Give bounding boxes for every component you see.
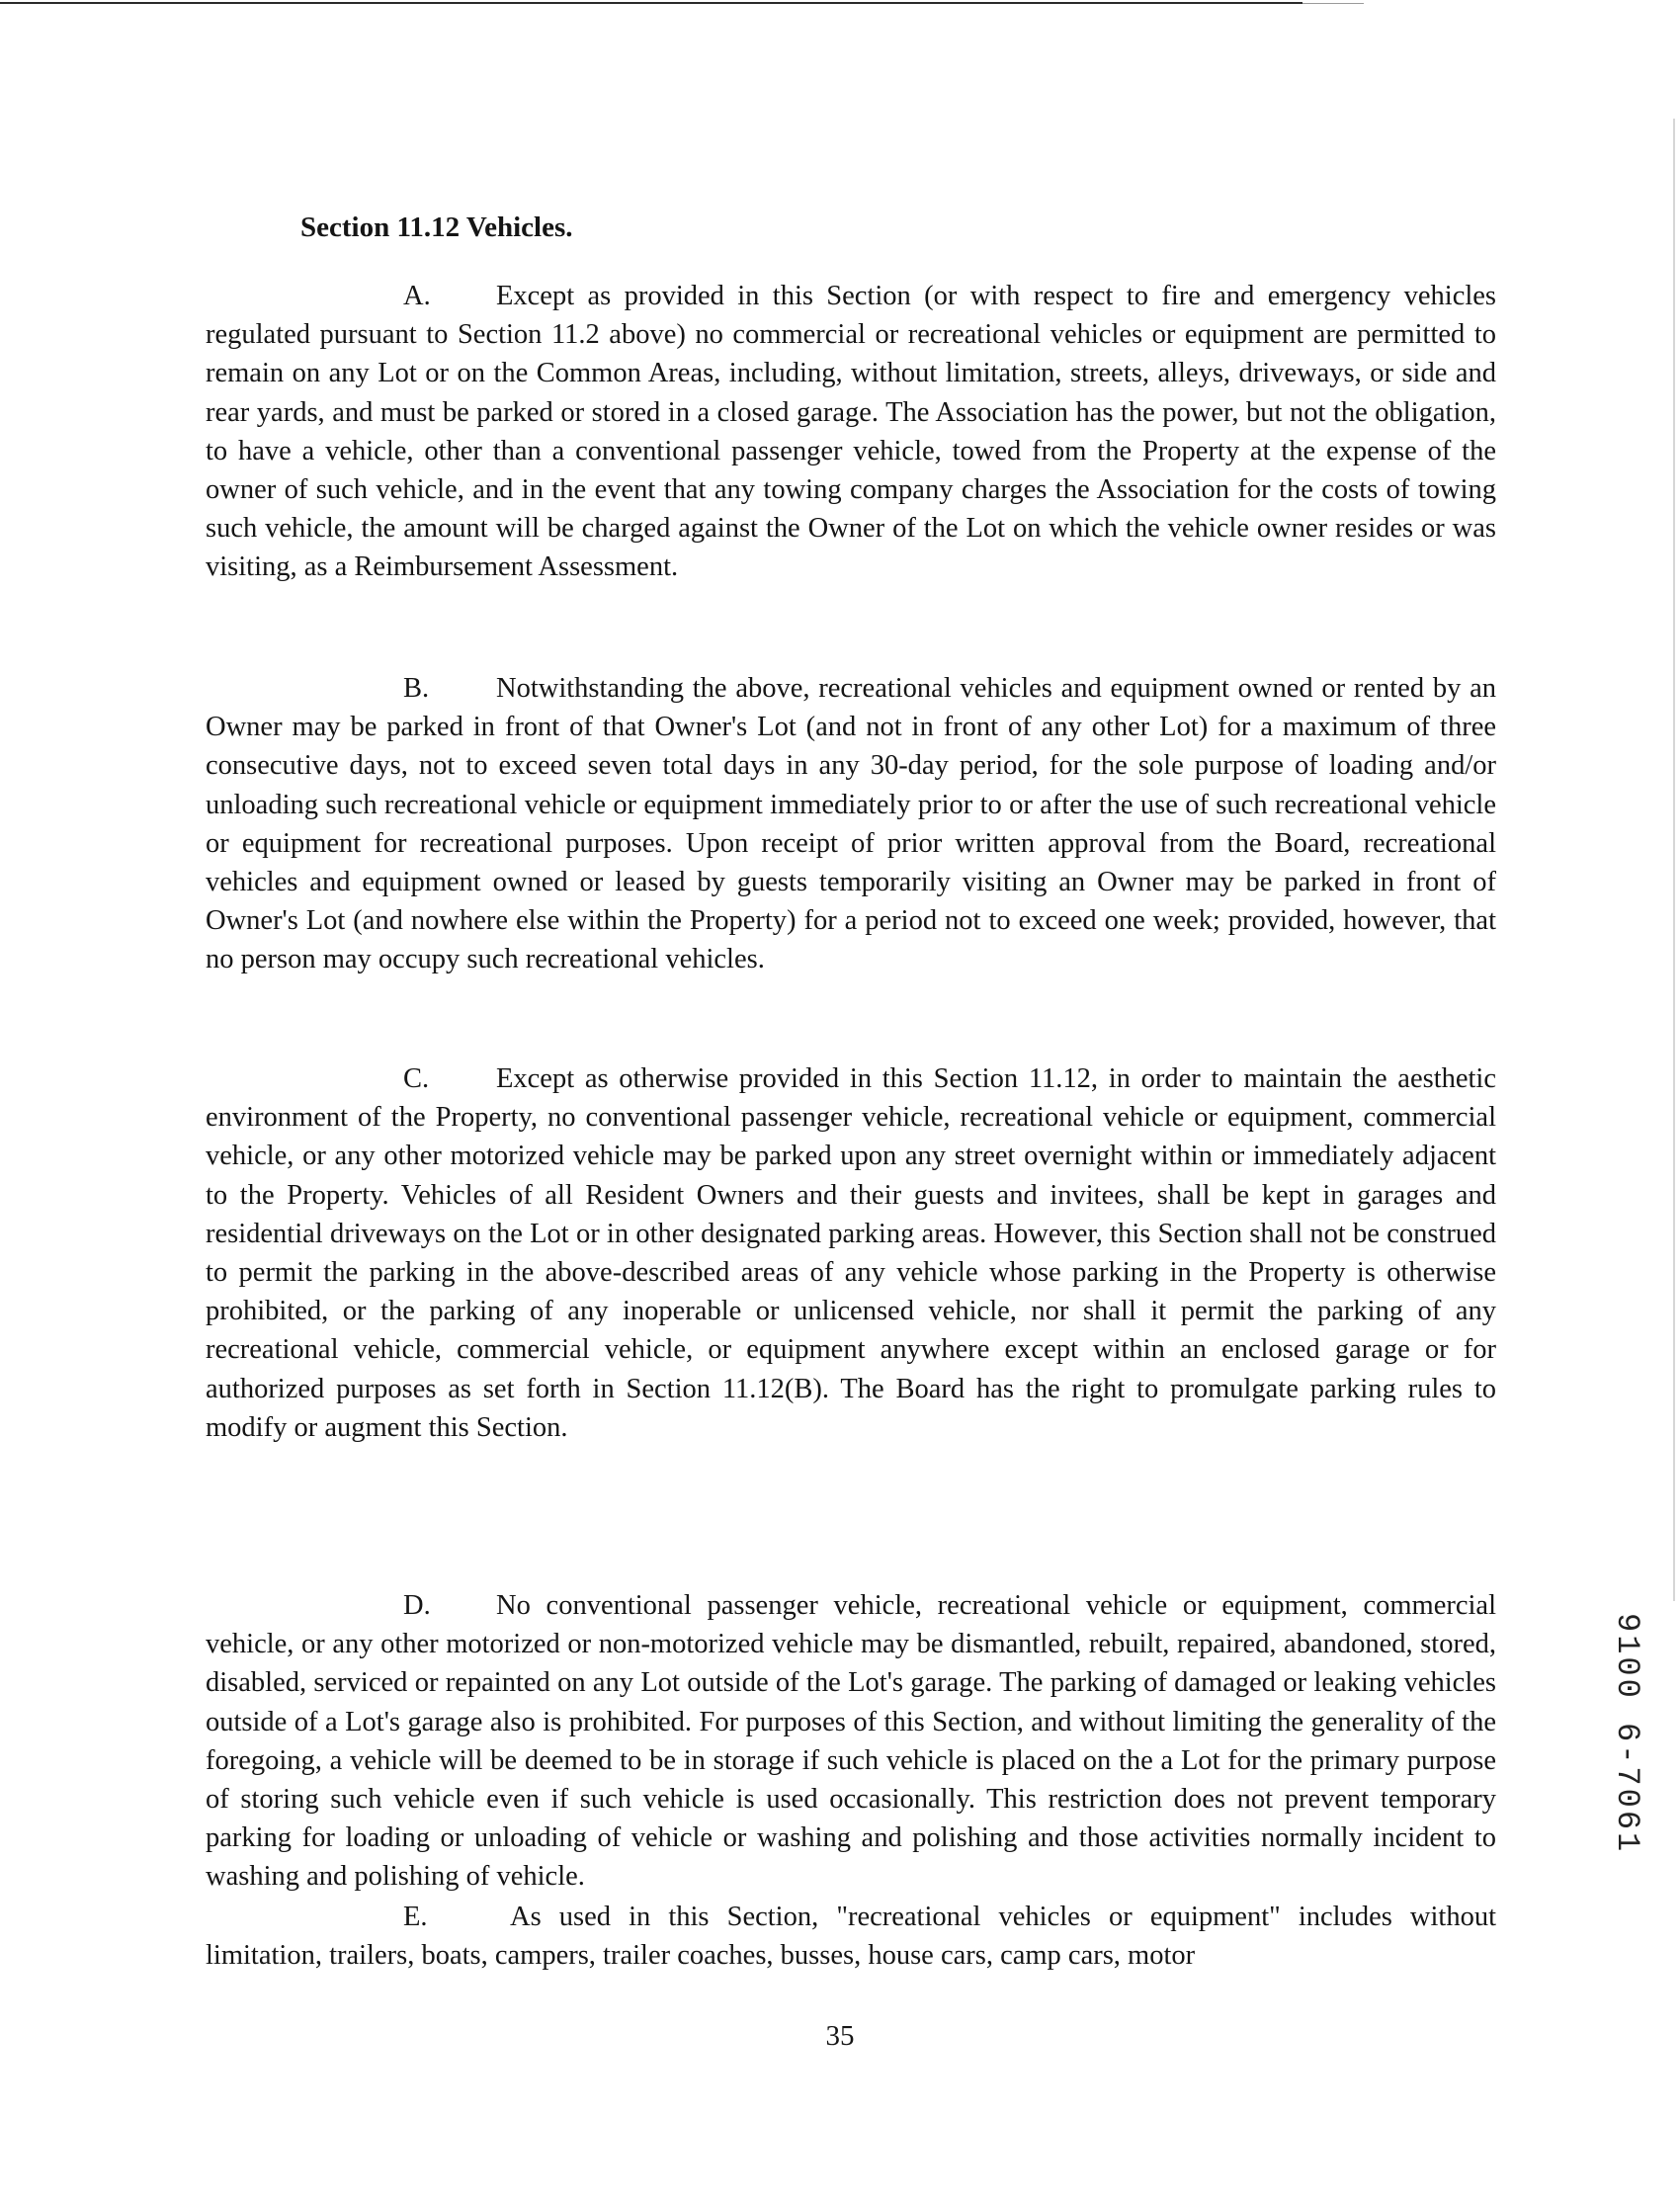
paragraph-c [206,1059,1496,1447]
paragraph-letter: E. [403,1902,428,1932]
scan-edge-shadow [1673,119,1675,1601]
page-number: 35 [825,2020,855,2052]
paragraph-letter: C. [403,1063,430,1094]
paragraph-text: As used in this Section, "recreational vehicles or equipment" includes without limitation, trailers, boats, campers, trailer coaches, busses, house cars, camp cars, motor [206,1902,1496,1972]
paragraph-letter: B. [403,673,430,704]
paragraph-text: No conventional passenger vehicle, recreational vehicle or equipment, commercial vehicle, or any other motorized or non-motorized vehicle may be dismantled, rebuilt, repaired, abandoned, stored, disabled, serviced or repainted on any Lot outside of the Lot's garage. The parking of damaged or leaking vehicles outside of a Lot's garage also is prohibited. For purposes of this Section, and without limiting the generality of the foregoing, a vehicle will be deemed to be in storage if such vehicle is placed on the a Lot for the primary purpose of storing such vehicle even if such vehicle is used occasionally. This restriction does not prevent temporary parking for loading or unloading of vehicle or washing and polishing and those activities normally incident to washing and polishing of vehicle. [206,1590,1496,1893]
paragraph-e [206,1898,1496,1975]
paragraph-b [206,669,1496,979]
section-heading: Section 11.12 Vehicles. [300,212,573,243]
paragraph-letter: A. [403,281,431,311]
paragraph-text: Except as provided in this Section (or with respect to fire and emergency vehicles regulated pursuant to Section 11.2 above) no commercial or recreational vehicles or equipment are permitted to remain on any Lot or on the Common Areas, including, without limitation, streets, alleys, driveways, or side and rear yards, and must be parked or stored in a closed garage. The Association has the power, but not the obligation, to have a vehicle, other than a conventional passenger vehicle, towed from the Property at the expense of the owner of such vehicle, and in the event that any towing company charges the Association for the costs of towing such vehicle, the amount will be charged against the Owner of the Lot on which the vehicle owner resides or was visiting, as a Reimbursement Assessment. [206,281,1496,583]
paragraph-letter: D. [403,1590,431,1621]
top-scan-rule-faint [1302,3,1364,4]
paragraph-a [206,277,1496,587]
top-scan-rule [0,2,1302,4]
paragraph-d [206,1586,1496,1897]
paragraph-text: Notwithstanding the above, recreational vehicles and equipment owned or rented by an Owner may be parked in front of that Owner's Lot (and not in front of any other Lot) for a maximum of three consecutive days, not to exceed seven total days in any 30-day period, for the sole purpose of loading and/or unloading such recreational vehicle or equipment immediately prior to or after the use of such recreational vehicle or equipment for recreational purposes. Upon receipt of prior written approval from the Board, recreational vehicles and equipment owned or leased by guests temporarily visiting an Owner may be parked in front of Owner's Lot (and nowhere else within the Property) for a period not to exceed one week; provided, however, that no person may occupy such recreational vehicles. [206,673,1496,975]
paragraph-text: Except as otherwise provided in this Section 11.12, in order to maintain the aesthetic environment of the Property, no conventional passenger vehicle, recreational vehicle or equipment, commercial vehicle, or any other motorized vehicle may be parked upon any street overnight within or immediately adjacent to the Property. Vehicles of all Resident Owners and their guests and invitees, shall be kept in garages and residential driveways on the Lot or in other designated parking areas. However, this Section shall not be construed to permit the parking in the above-described areas of any vehicle whose parking in the Property is otherwise prohibited, or the parking of any inoperable or unlicensed vehicle, nor shall it permit the parking of any recreational vehicle, commercial vehicle, or equipment anywhere except within an enclosed garage or for authorized purposes as set forth in Section 11.12(B). The Board has the right to promulgate parking rules to modify or augment this Section. [206,1063,1496,1443]
recording-number-stamp: 9100 6-7061 [1609,1613,1645,1855]
